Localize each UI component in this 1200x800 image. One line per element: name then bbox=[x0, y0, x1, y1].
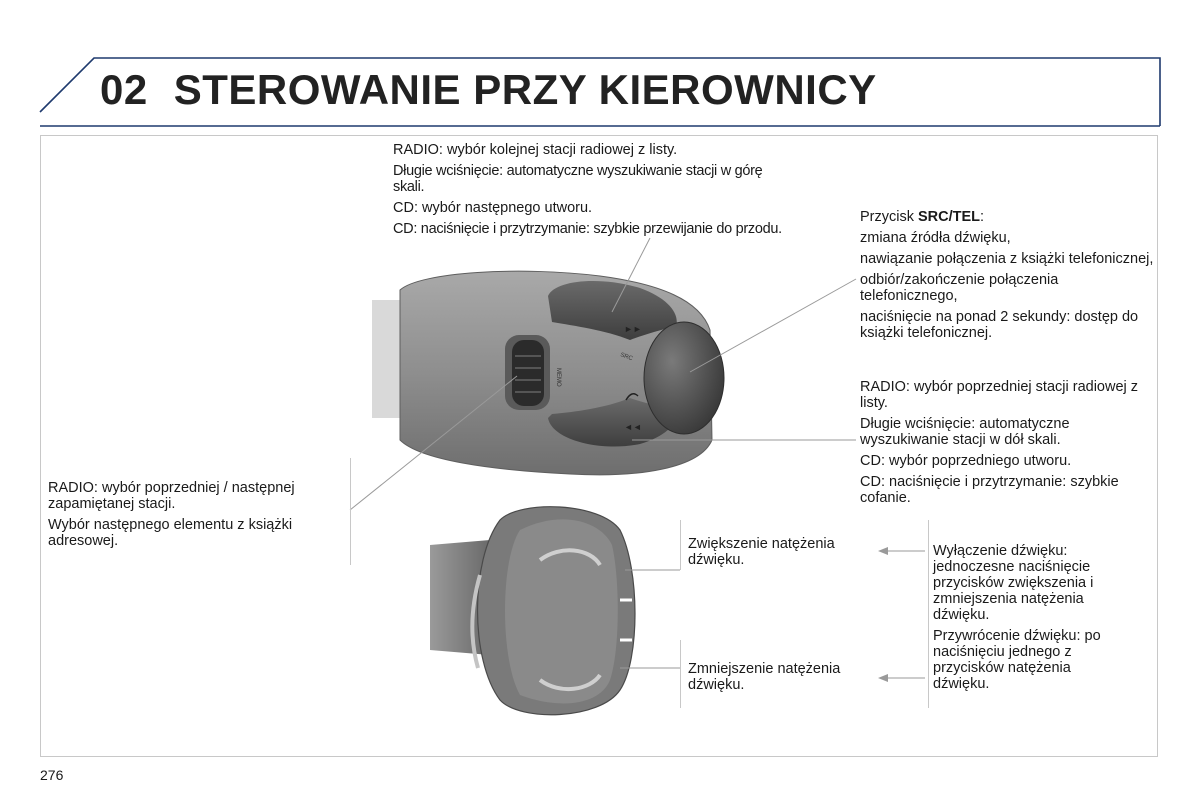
rewind-icon: ◄◄ bbox=[624, 422, 642, 432]
callout-text: Zwiększenie natężenia dźwięku. bbox=[688, 536, 835, 568]
page-number: 276 bbox=[40, 767, 64, 783]
callout-text: naciśnięcie na ponad 2 sekundy: dostęp do książki telefonicznej. bbox=[860, 309, 1139, 341]
callout-previous bbox=[860, 379, 1155, 511]
divider-vol-up bbox=[680, 520, 681, 570]
upper-control-stalk bbox=[372, 271, 724, 475]
callout-text: RADIO: wybór poprzedniej / następnej zapamiętanej stacji. bbox=[48, 480, 295, 512]
callout-text: CD: wybór następnego utworu. bbox=[393, 200, 593, 216]
divider-left bbox=[350, 458, 351, 565]
memo-thumbwheel[interactable] bbox=[512, 340, 544, 406]
lower-control-stalk bbox=[430, 507, 635, 715]
callout-text: odbiór/zakończenie połączenia telefonicznego, bbox=[860, 272, 1059, 304]
fast-forward-icon: ►► bbox=[624, 324, 642, 334]
src-tel-suffix: : bbox=[980, 209, 985, 225]
callout-text: Długie wciśnięcie: automatyczne wyszukiwanie stacji w dół skali. bbox=[860, 416, 1070, 448]
callout-thumbwheel bbox=[48, 480, 338, 554]
mute-arrows bbox=[878, 547, 925, 682]
callout-volume-up bbox=[688, 536, 868, 573]
callout-text: nawiązanie połączenia z książki telefonicznej, bbox=[860, 251, 1154, 267]
callout-src-tel bbox=[860, 209, 1155, 346]
memo-label: MEMO bbox=[555, 368, 561, 387]
chapter-heading: STEROWANIE PRZY KIEROWNICY bbox=[173, 66, 877, 113]
callout-text: Wyłączenie dźwięku: jednoczesne naciśnięcie przycisków zwiększenia i zmniejszenia natężenia dźwięku. bbox=[933, 543, 1094, 623]
src-tel-button[interactable] bbox=[644, 322, 724, 434]
callout-text: zmiana źródła dźwięku, bbox=[860, 230, 1011, 246]
src-tel-name: SRC/TEL bbox=[918, 209, 981, 225]
callout-text: CD: naciśnięcie i przytrzymanie: szybkie przewijanie do przodu. bbox=[393, 221, 782, 237]
callout-next bbox=[393, 142, 793, 242]
divider-mute bbox=[928, 520, 929, 708]
callout-text: Wybór następnego elementu z książki adresowej. bbox=[48, 517, 293, 549]
chapter-number: 02 bbox=[100, 66, 148, 113]
callout-mute bbox=[933, 543, 1118, 697]
divider-vol-down bbox=[680, 640, 681, 708]
callout-text: RADIO: wybór poprzedniej stacji radiowej z listy. bbox=[860, 379, 1139, 411]
src-label: SRC bbox=[619, 352, 634, 363]
callout-text: Długie wciśnięcie: automatyczne wyszukiwanie stacji w górę skali. bbox=[393, 163, 763, 195]
callout-text: CD: wybór poprzedniego utworu. bbox=[860, 453, 1072, 469]
callout-volume-down bbox=[688, 661, 868, 698]
callout-text: CD: naciśnięcie i przytrzymanie: szybkie cofanie. bbox=[860, 474, 1119, 506]
src-tel-prefix: Przycisk bbox=[860, 209, 918, 225]
callout-text: RADIO: wybór kolejnej stacji radiowej z listy. bbox=[393, 142, 678, 158]
callout-text: Przywrócenie dźwięku: po naciśnięciu jednego z przycisków natężenia dźwięku. bbox=[933, 628, 1101, 692]
callout-text: Zmniejszenie natężenia dźwięku. bbox=[688, 661, 841, 693]
